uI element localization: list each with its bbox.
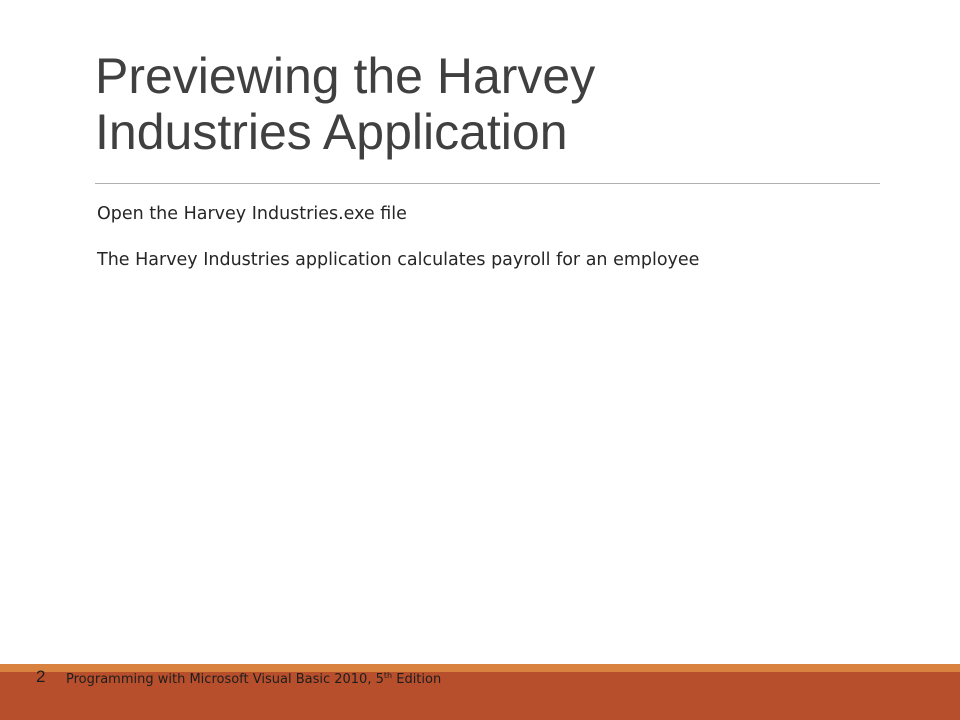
bullet-item-2: The Harvey Industries application calculates payroll for an employee <box>97 250 700 270</box>
slide-title-line-1: Previewing the Harvey <box>95 48 596 104</box>
slide-title <box>95 48 915 160</box>
slide-title-line-2: Industries Application <box>95 104 568 160</box>
footer-edition-superscript: th <box>383 671 393 680</box>
bullet-item-1: Open the Harvey Industries.exe file <box>97 204 407 224</box>
title-divider <box>95 183 880 184</box>
footer-title: Programming with Microsoft Visual Basic 2010, 5 <box>66 672 384 687</box>
footer-edition-suffix: Edition <box>392 672 442 687</box>
footer-text <box>66 671 441 687</box>
bullet-list <box>97 200 699 292</box>
slide-number: 2 <box>36 667 46 686</box>
